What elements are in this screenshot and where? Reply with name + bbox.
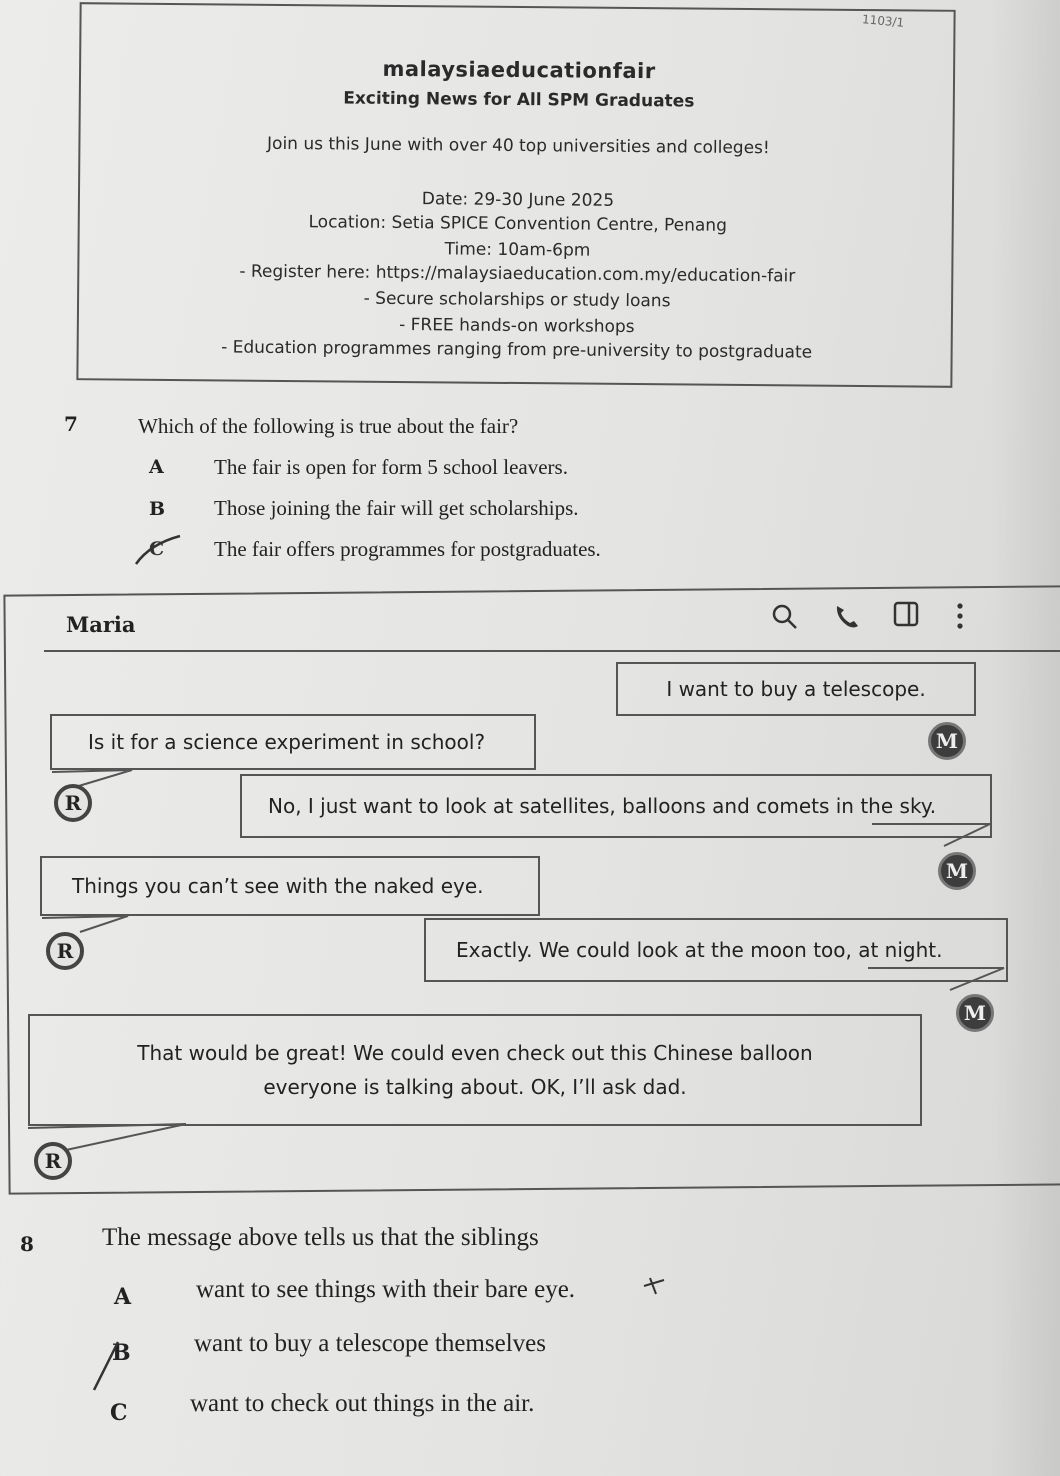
question-8-option-letter: B <box>112 1340 131 1366</box>
advert-date: Date: 29-30 June 2025 <box>421 189 615 211</box>
advert-headline-text: Exciting News for All SPM Graduates <box>343 88 695 112</box>
advert-bullet: - Register here: https://malaysiaeducation.com.my/education-fair <box>239 261 796 287</box>
chat-message-bubble <box>28 1014 922 1126</box>
question-7-number: 7 <box>64 412 78 436</box>
question-7-option-letter: B <box>149 498 166 520</box>
avatar-r: R <box>46 932 84 970</box>
advert-brand: malaysiaeducationfair <box>382 56 656 84</box>
question-8-option-letter: A <box>114 1284 132 1310</box>
avatar-r: R <box>54 784 92 822</box>
page-number: 1103/1 <box>861 12 905 30</box>
question-7-option-letter: C <box>149 538 165 560</box>
chat-message-text: everyone is talking about. OK, I’ll ask dad. <box>263 1075 687 1099</box>
advert-bullet: - FREE hands-on workshops <box>399 314 635 338</box>
avatar-r: R <box>34 1142 72 1180</box>
chat-message-text: Is it for a science experiment in school? <box>88 730 486 754</box>
avatar-m: M <box>956 994 994 1032</box>
question-8-number: 8 <box>20 1232 34 1256</box>
chat-message-text: That would be great! We could even check out this Chinese balloon <box>137 1041 813 1065</box>
question-8-option-a[interactable]: want to see things with their bare eye. <box>196 1276 576 1303</box>
question-7-option-a[interactable]: The fair is open for form 5 school leavers. <box>214 455 568 479</box>
chat-contact-name: Maria <box>66 612 136 637</box>
chat-message-bubble <box>240 774 992 838</box>
question-8-option-c[interactable]: want to check out things in the air. <box>190 1390 535 1417</box>
question-8-option-b[interactable]: want to buy a telescope themselves <box>194 1330 546 1357</box>
chat-message-text: Exactly. We could look at the moon too, at night. <box>456 938 943 962</box>
handwritten-strike-mark <box>88 1334 138 1394</box>
advert-intro: Join us this June with over 40 top universities and colleges! <box>266 133 770 159</box>
chat-message-text: Things you can’t see with the naked eye. <box>72 874 484 898</box>
chat-message-text: I want to buy a telescope. <box>666 677 926 701</box>
handwritten-cross-mark <box>640 1274 670 1298</box>
advert-location: Location: Setia SPICE Convention Centre, Penang <box>308 212 728 236</box>
advert-bullet: - Education programmes ranging from pre-university to postgraduate <box>221 337 813 363</box>
question-8-option-letter: C <box>110 1400 128 1426</box>
chat-message-bubble <box>40 856 540 916</box>
question-7-option-b[interactable]: Those joining the fair will get scholarships. <box>214 496 579 520</box>
chat-message-bubble <box>424 918 1008 982</box>
question-7-option-c[interactable]: The fair offers programmes for postgraduates. <box>214 537 601 561</box>
question-7-option-letter: A <box>149 456 164 478</box>
chat-message-text: No, I just want to look at satellites, balloons and comets in the sky. <box>268 794 937 818</box>
chat-message-bubble <box>616 662 976 716</box>
advert-time: Time: 10am-6pm <box>444 239 591 261</box>
chat-message-bubble <box>50 714 536 770</box>
avatar-m: M <box>928 722 966 760</box>
avatar-m: M <box>938 852 976 890</box>
advert-bullet: - Secure scholarships or study loans <box>363 288 671 312</box>
question-8-text: The message above tells us that the siblings <box>102 1224 539 1251</box>
question-7-text: Which of the following is true about the fair? <box>138 414 519 438</box>
